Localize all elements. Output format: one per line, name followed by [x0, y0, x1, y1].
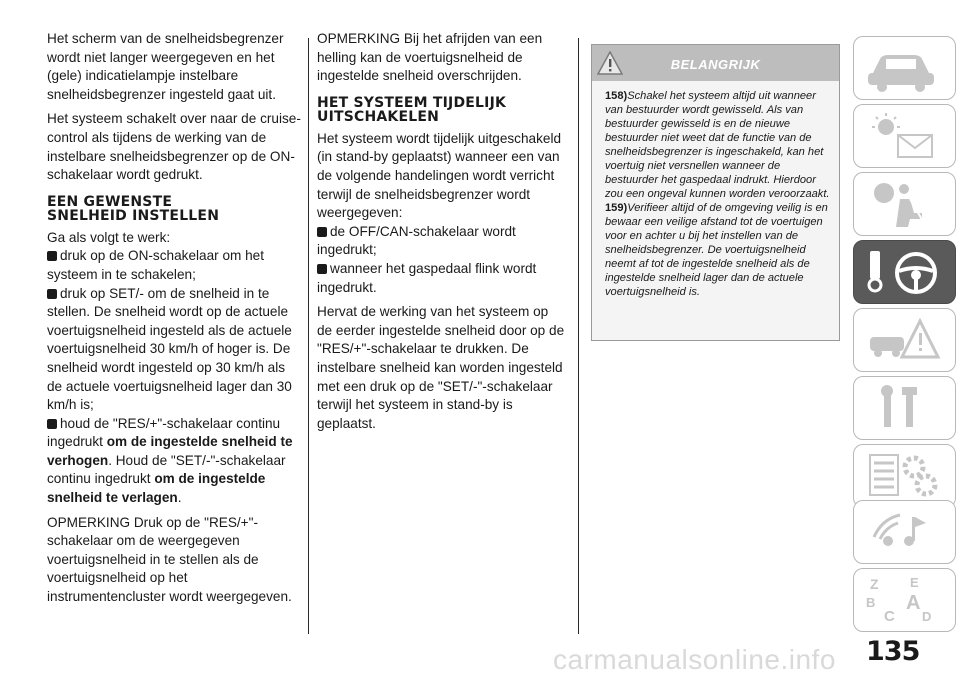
- tab-key-steering[interactable]: [853, 240, 956, 304]
- key-steering-wheel-icon: [864, 247, 944, 297]
- index-letter: Z: [870, 576, 879, 592]
- warning-body: [592, 81, 839, 299]
- paragraph: Het systeem wordt tijdelijk uitgeschakeld (in stand-by geplaatst) wanneer een van de volgende handelingen wordt verricht terwijl de snelheidsbegrenzer wordt weergegeven:: [317, 130, 562, 221]
- note-paragraph: OPMERKING Bij het afrijden van een helling kan de voertuigsnelheid de ingestelde snelheid overschrijden.: [317, 31, 543, 84]
- list-item: druk op SET/- om de snelheid in te stellen. De snelheid wordt op de actuele voertuigsnelheid ingesteld als de actuele voertuigsnelheid 30 km/h of hoger is. De snelheid wordt ingesteld op 30 km/h als de actuele voertuigsnelheid lager dan 30 km/h is;: [47, 285, 292, 413]
- warning-box: [591, 44, 840, 341]
- note-paragraph: OPMERKING Druk op de "RES/+"-schakelaar om de weergegeven voertuigsnelheid in te stellen als de voertuigsnelheid op het instrumentencluster wordt weergegeven.: [47, 514, 292, 605]
- tab-dashboard-lights[interactable]: [853, 104, 956, 168]
- tab-car[interactable]: [853, 36, 956, 100]
- index-letter: C: [884, 608, 895, 625]
- warning-title: BELANGRIJK: [670, 57, 761, 72]
- text-column-2: [317, 30, 567, 439]
- warning-item: 158)Schakel het systeem altijd uit wanneer van bestuurder wordt gewisseld. Als van bestuurder gewisseld is en de nieuwe bestuurder niet weet dat de functie van de snelheidsbegrenzer is ingeschakeld, kan het voertuig niet versnellen wanneer de bestuurder het gaspedaal indrukt. Hierdoor zou een ongeval kunnen worden veroorzaakt.: [605, 90, 830, 200]
- tab-emergency[interactable]: [853, 308, 956, 372]
- watermark: carmanualsonline.info: [553, 644, 836, 675]
- alphabet-index-icon: [864, 575, 944, 625]
- paragraph: Hervat de werking van het systeem op de eerder ingestelde snelheid door op de "RES/+"-schakelaar te drukken. De instelbare snelheid kan worden ingesteld met een druk op de "SET/-"-schakelaar terwijl het systeem in stand-by is geplaatst.: [317, 304, 565, 431]
- paragraph: Het scherm van de snelheidsbegrenzer wordt niet langer weergegeven en het (gele) indicatielampje instelbare snelheidsbegrenzer ingesteld gaat uit.: [47, 31, 284, 102]
- index-letter: B: [866, 595, 876, 610]
- warning-triangle-icon: [864, 315, 944, 365]
- paragraph: Ga als volgt te werk:: [47, 229, 171, 245]
- bullet-icon: [47, 419, 57, 429]
- tab-airbag-seat[interactable]: [853, 172, 956, 236]
- index-letter: E: [910, 575, 919, 590]
- list-item: houd de "RES/+"-schakelaar continu ingedrukt om de ingestelde snelheid te verhogen. Houd de "SET/-"-schakelaar continu ingedrukt om de ingestelde snelheid te verlagen.: [47, 415, 293, 506]
- index-letter: D: [922, 609, 932, 624]
- bullet-icon: [47, 251, 57, 261]
- dashboard-lights-icon: [864, 111, 944, 161]
- column-divider: [308, 38, 309, 634]
- text-column-1: [47, 30, 301, 613]
- list-item: wanneer het gaspedaal flink wordt ingedrukt.: [317, 260, 537, 295]
- section-heading-disable: HET SYSTEEM TIJDELIJK UITSCHAKELEN: [317, 94, 507, 125]
- airbag-seat-icon: [864, 179, 944, 229]
- paragraph: Het systeem schakelt over naar de cruise-control als tijdens de werking van de instelbare snelheidsbegrenzer op de ON-schakelaar wordt gedrukt.: [47, 111, 301, 183]
- index-letter: A: [906, 592, 921, 614]
- tab-index[interactable]: [853, 568, 956, 632]
- section-heading-set-speed: EEN GEWENSTE SNELHEID INSTELLEN: [47, 193, 220, 224]
- warning-header: [592, 45, 839, 81]
- tab-multimedia[interactable]: [853, 500, 956, 564]
- multimedia-icon: [864, 507, 944, 557]
- bullet-icon: [317, 264, 327, 274]
- wrench-icon: [864, 383, 944, 433]
- column-divider: [578, 38, 579, 634]
- settings-list-icon: [864, 451, 944, 501]
- bullet-icon: [47, 289, 57, 299]
- bullet-icon: [317, 227, 327, 237]
- tab-maintenance[interactable]: [853, 376, 956, 440]
- page-number: 135: [866, 636, 920, 667]
- list-item: de OFF/CAN-schakelaar wordt ingedrukt;: [317, 223, 516, 258]
- car-icon: [864, 43, 944, 93]
- list-item: druk op de ON-schakelaar om het systeem in te schakelen;: [47, 248, 265, 282]
- tab-technical-data[interactable]: [853, 444, 956, 508]
- warning-item: 159)Verifieer altijd of de omgeving veilig is en bewaar een veilige afstand tot de voertuigen voor en achter u bij het instellen van de snelheidsbegrenzer. De voertuigsnelheid neemt af tot de ingestelde snelheid als de ingestelde snelheid lager dan de actuele voertuigsnelheid is.: [605, 202, 828, 298]
